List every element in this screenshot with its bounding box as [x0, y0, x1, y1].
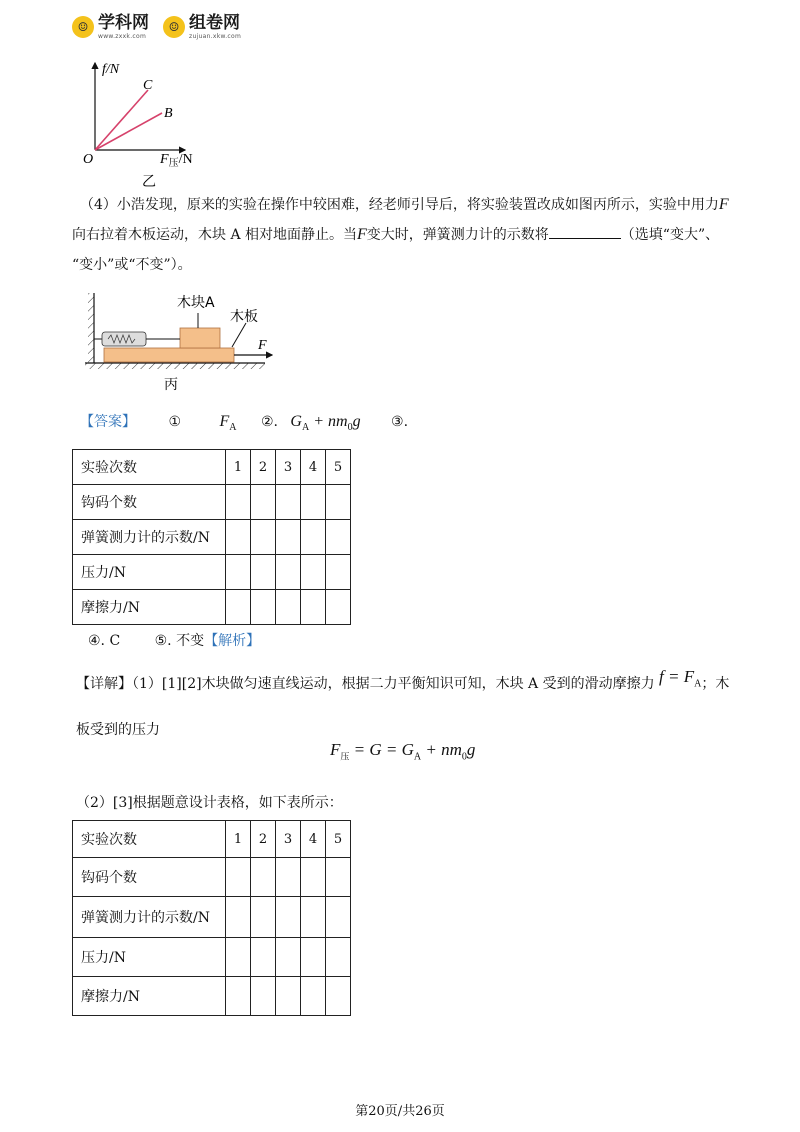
table-number-cell: 3 [276, 450, 301, 485]
x-axis-label-main: F [160, 152, 169, 167]
q4-line2c: （选填“变大”、 [620, 227, 720, 243]
header-logos [72, 12, 241, 42]
answer-tag: 【答案】 [80, 414, 136, 430]
table-row [73, 520, 351, 555]
svg-text:F压/N [159, 152, 193, 169]
detail-text3: （2）[3]根据题意设计表格，如下表所示： [76, 795, 343, 811]
board [104, 348, 234, 362]
x-axis-label-unit: /N [178, 152, 193, 167]
q4-var-f2: F [357, 226, 367, 243]
figure-bing [80, 285, 280, 395]
table-number-cell: 1 [226, 450, 251, 485]
x-axis-label-sub: 压 [168, 158, 179, 169]
wall [88, 293, 94, 363]
table-number-cell: 5 [326, 450, 351, 485]
mascot-icon: ☺ [163, 16, 185, 38]
logo-name: 组卷网 [189, 12, 240, 33]
answer-blank [549, 224, 621, 239]
logo-url: www.zxxk.com [98, 32, 147, 40]
answer-c5: ⑤. 不变 [154, 633, 205, 649]
answer-c2: ②. [260, 414, 278, 430]
answer-line-2 [88, 630, 260, 650]
table-row-label: 压力/N [73, 555, 226, 590]
y-axis-label: f/N [102, 62, 120, 77]
q4-line1: （4）小浩发现，原来的实验在操作中较困难，经老师引导后，将实验装置改成如图丙所示，实验中用力 [80, 197, 719, 213]
design-table [72, 820, 351, 1016]
analysis-tag: 【解析】 [204, 633, 261, 649]
force-label: F [258, 338, 267, 353]
table-row-label: 钩码个数 [73, 485, 226, 520]
answer-table [72, 449, 351, 625]
line-b [95, 113, 162, 150]
ground [85, 363, 265, 369]
answer-c1: ① [168, 414, 182, 430]
block-label: 木块A [177, 295, 215, 311]
table-row-label: 摩擦力/N [73, 590, 226, 625]
logo-zujuanwang [163, 12, 242, 40]
table-number-cell: 3 [276, 821, 301, 858]
table-row-label: 压力/N [73, 938, 226, 977]
svg-text:f/N [102, 62, 120, 77]
q4-var-f: F [718, 196, 729, 213]
detail-text1: （1）[1][2]木块做匀速直线运动，根据二力平衡知识可知，木块 A 受到的滑动摩擦力 [132, 676, 655, 692]
table-row [73, 450, 351, 485]
logo-xuekewang [72, 12, 149, 40]
table-number-cell: 1 [226, 821, 251, 858]
line-c [95, 90, 148, 150]
table-row [73, 897, 351, 938]
table-row [73, 485, 351, 520]
table-number-cell: 4 [301, 821, 326, 858]
answer-c3: ③. [391, 414, 409, 430]
answer-fa: $F_A$ [219, 413, 237, 434]
table-number-cell: 5 [326, 821, 351, 858]
table-row-label: 弹簧测力计的示数/N [73, 897, 226, 938]
logo-url: zujuan.xkw.com [189, 32, 242, 40]
graph-caption: 乙 [142, 174, 156, 190]
table-row-label: 钩码个数 [73, 858, 226, 897]
question-4 [72, 190, 730, 280]
table-row [73, 938, 351, 977]
table-row [73, 590, 351, 625]
table-row-label: 摩擦力/N [73, 977, 226, 1016]
table-number-cell: 4 [301, 450, 326, 485]
table-row-label: 弹簧测力计的示数/N [73, 520, 226, 555]
table-header-cell: 实验次数 [73, 450, 226, 485]
page-footer: 第20页/共26页 [355, 1104, 445, 1119]
table-number-cell: 2 [251, 821, 276, 858]
table-row [73, 858, 351, 897]
answer-line [80, 410, 408, 440]
origin-label: O [83, 152, 94, 167]
table-number-cell: 2 [251, 450, 276, 485]
answer-formula: $G_A + nm_0g$ [290, 413, 361, 434]
label-c: C [143, 78, 153, 93]
spring-scale [102, 332, 146, 346]
graph-yi [80, 55, 210, 195]
pressure-formula: $F_压 = G = G_A + nm_0g$ [330, 740, 476, 763]
q4-line2b: 变大时，弹簧测力计的示数将 [366, 227, 549, 243]
detail-text2: 板受到的压力 [76, 722, 160, 739]
table-row [73, 821, 351, 858]
table-row [73, 555, 351, 590]
table-row [73, 977, 351, 1016]
board-label: 木板 [230, 309, 258, 325]
label-b: B [164, 106, 173, 121]
answer-c4: ④. C [88, 633, 121, 649]
block-a [180, 328, 220, 348]
detail-text1-end: ；木 [701, 676, 730, 692]
logo-name: 学科网 [98, 12, 149, 33]
mascot-icon: ☺ [72, 16, 94, 38]
table-header-cell: 实验次数 [73, 821, 226, 858]
figure-caption: 丙 [164, 377, 178, 393]
detail-tag: 【详解】 [76, 676, 132, 692]
q4-line3: “变小”或“不变”）。 [72, 257, 192, 273]
detail-section: 【详解】（1）[1][2]木块做匀速直线运动，根据二力平衡知识可知，木块 A 受到的滑动摩擦力 $f = F_A$；木 板受到的压力 [76, 668, 736, 745]
q4-line2a: 向右拉着木板运动，木块 A 相对地面静止。当 [72, 227, 358, 243]
